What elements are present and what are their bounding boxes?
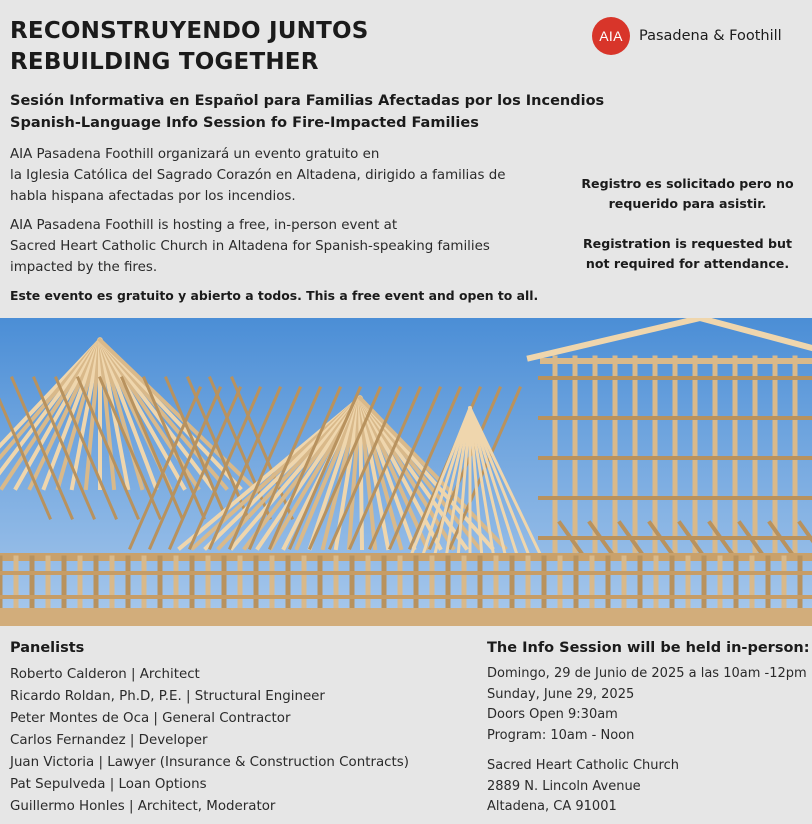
description-english	[10, 215, 540, 278]
registration-note	[575, 174, 800, 294]
description-line: Sacred Heart Catholic Church in Altadena for Spanish-speaking families	[10, 239, 490, 254]
description-line: AIA Pasadena Foothill is hosting a free, in-person event at	[10, 218, 398, 233]
framing-illustration	[0, 318, 812, 626]
panelist-item: Peter Montes de Oca | General Contractor	[10, 711, 291, 726]
panelists-list	[10, 664, 409, 818]
subtitle-english: Spanish-Language Info Session fo Fire-Impacted Families	[10, 115, 479, 131]
venue-address	[487, 756, 807, 818]
panelist-item: Pat Sepulveda | Loan Options	[10, 777, 207, 792]
description-line: impacted by the fires.	[10, 260, 158, 275]
registration-spanish	[575, 174, 800, 214]
event-description	[10, 144, 540, 286]
registration-line: not required for attendance.	[585, 256, 790, 271]
panelists-heading: Panelists	[10, 640, 85, 656]
free-event-note: Este evento es gratuito y abierto a todos. This a free event and open to all.	[10, 288, 539, 303]
aia-logo	[592, 18, 782, 54]
session-heading: The Info Session will be held in-person:	[487, 640, 810, 656]
session-date-english: Sunday, June 29, 2025	[487, 686, 635, 702]
session-date-spanish: Domingo, 29 de Junio de 2025 a las 10am -12pm	[487, 666, 807, 681]
session-program-time: Program: 10am - Noon	[487, 727, 635, 743]
venue-name: Sacred Heart Catholic Church	[487, 758, 679, 773]
description-spanish	[10, 144, 540, 207]
session-doors-open: Doors Open 9:30am	[487, 707, 618, 722]
registration-line: Registro es solicitado pero no	[581, 176, 794, 191]
description-line: habla hispana afectadas por los incendios.	[10, 189, 296, 204]
construction-framing-photo	[0, 318, 812, 626]
title-english: REBUILDING TOGETHER	[10, 49, 319, 75]
session-details	[487, 664, 807, 818]
registration-line: requerido para asistir.	[608, 196, 767, 211]
aia-logo-mark: AIA	[592, 17, 630, 55]
panelist-item: Ricardo Roldan, Ph.D, P.E. | Structural Engineer	[10, 689, 325, 704]
panelist-item: Roberto Calderon | Architect	[10, 667, 200, 682]
subtitle-spanish: Sesión Informativa en Español para Familias Afectadas por los Incendios	[10, 93, 605, 109]
title-spanish: RECONSTRUYENDO JUNTOS	[10, 18, 369, 44]
registration-line: Registration is requested but	[582, 236, 793, 251]
page-title	[10, 16, 369, 78]
panelist-item: Guillermo Honles | Architect, Moderator	[10, 799, 276, 814]
registration-english	[575, 234, 800, 274]
venue-city: Altadena, CA 91001	[487, 799, 617, 814]
description-line: AIA Pasadena Foothill organizará un evento gratuito en	[10, 147, 380, 162]
aia-logo-text: Pasadena & Foothill	[639, 28, 782, 44]
description-line: la Iglesia Católica del Sagrado Corazón en Altadena, dirigido a familias de	[10, 168, 506, 183]
subtitle-block	[10, 90, 604, 134]
panelist-item: Juan Victoria | Lawyer (Insurance & Construction Contracts)	[10, 755, 409, 770]
panelist-item: Carlos Fernandez | Developer	[10, 733, 208, 748]
venue-street: 2889 N. Lincoln Avenue	[487, 778, 641, 794]
